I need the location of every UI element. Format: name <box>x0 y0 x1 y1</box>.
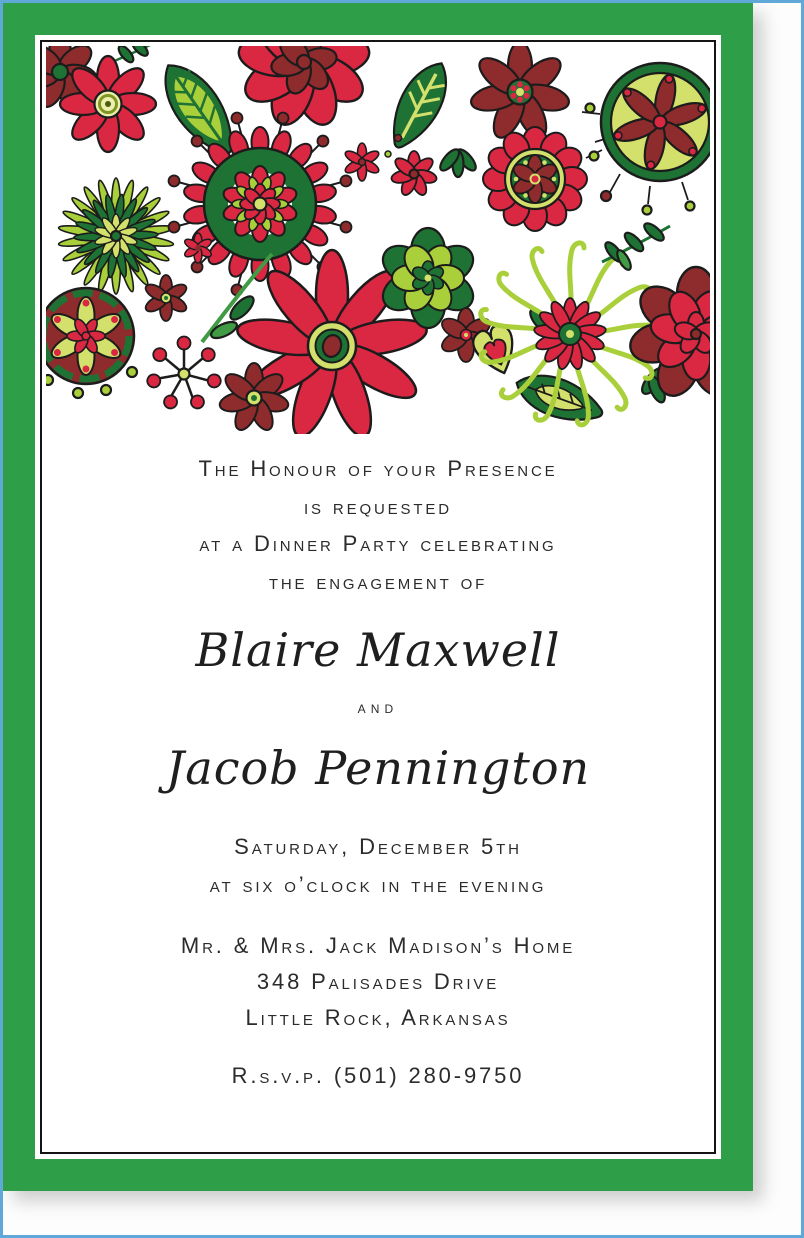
flower-red-scallop <box>483 127 587 231</box>
bride-name: Blaire Maxwell <box>195 623 561 677</box>
card-inner-margin <box>35 35 721 1159</box>
conjunction-and: and <box>357 698 399 717</box>
floral-illustration <box>46 46 710 434</box>
intro-line-2: is requested <box>304 493 452 519</box>
dot <box>395 135 402 142</box>
flower-green-aster <box>58 178 174 294</box>
intro-line-4: the engagement of <box>268 568 488 594</box>
street-line: 348 Palisades Drive <box>256 969 500 994</box>
intro-line-1: The Honour of your Presence <box>198 456 558 481</box>
rsvp-line: R.s.v.p. (501) 280-9750 <box>231 1063 525 1088</box>
flower-small-red <box>390 151 438 197</box>
time-line: at six o’clock in the evening <box>209 872 547 897</box>
leaf-trio <box>437 146 479 177</box>
invitation-card <box>3 3 753 1191</box>
flower-small-maroon <box>143 275 189 321</box>
card-content <box>46 46 710 1148</box>
intro-line-3: at a Dinner Party celebrating <box>199 531 557 556</box>
flower-red-star <box>60 56 156 152</box>
flower-medallion <box>582 63 710 215</box>
city-line: Little Rock, Arkansas <box>245 1005 511 1030</box>
venue-line: Mr. & Mrs. Jack Madison’s Home <box>180 933 576 958</box>
flower-maroon-poinsettia <box>469 46 572 142</box>
groom-name: Jacob Pennington <box>165 741 591 795</box>
flower-maroon-medallion <box>46 288 137 398</box>
leaf-dark <box>380 54 459 156</box>
dot <box>385 151 391 157</box>
leaf-sprig <box>112 46 152 65</box>
flower-red-top <box>236 46 373 131</box>
leafy-branch <box>602 220 670 271</box>
black-keyline-frame <box>40 40 716 1154</box>
dot-sputnik <box>146 337 222 411</box>
date-line: Saturday, December 5th <box>234 834 522 859</box>
invitation-text <box>46 450 710 1094</box>
flower-maroon-small <box>218 363 290 433</box>
